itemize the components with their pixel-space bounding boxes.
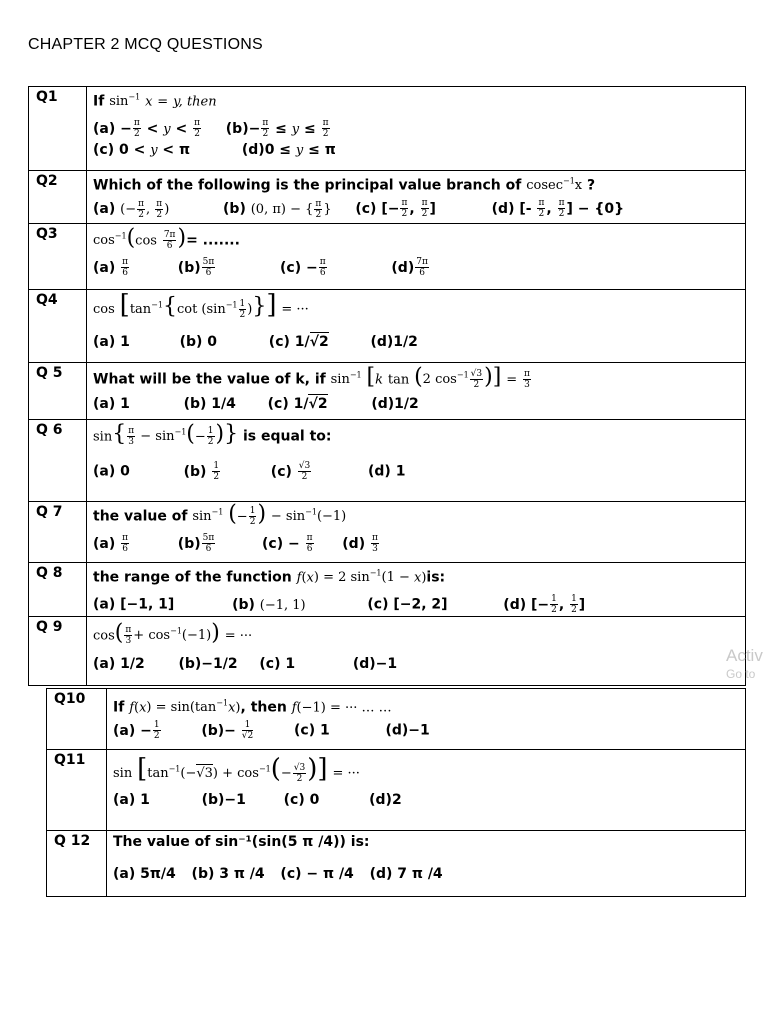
question-text: If $f(x) = \sin(\tan^{-1}x)$, then f(−1) = ··· … …: [113, 699, 392, 716]
option-b: (b) $\frac{5\pi}{6}$: [177, 533, 215, 555]
watermark-line-2: Go to: [726, 667, 756, 681]
option-a: (a) − $\frac{1}{2}$: [113, 720, 160, 742]
mcq-table-1: [28, 86, 746, 686]
option-row: [93, 654, 745, 674]
option-row: [93, 461, 745, 482]
option-d: (d) $\frac{\pi}{3}$: [342, 533, 378, 555]
question-text: $\cos [\tan^{-1}\{\cot$ ($\sin^{-1}$ $\frac{1}{2}$ )}] = ···: [93, 290, 309, 320]
question-row-q10: [47, 689, 746, 750]
question-row-q6: [29, 420, 746, 502]
question-text: $\sin [\tan^{-1}(-√3) + \cos^{-1}(-$ $\frac{√3}{2}$ )] = ···: [113, 754, 360, 784]
question-number: Q 8: [29, 563, 87, 617]
option-c: (c) − $\frac{\pi}{6}$: [262, 533, 313, 555]
option-b: (b) (−1, 1): [232, 596, 306, 613]
question-content: [87, 87, 746, 171]
question-content: [87, 224, 746, 290]
option-a: (a) (− $\frac{\pi}{2}$ , $\frac{\pi}{2}$ ): [93, 198, 170, 220]
option-row: [93, 140, 745, 161]
question-row-q3: [29, 224, 746, 290]
question-row-q9: [29, 616, 746, 685]
option-c: (c) 1/√2: [268, 334, 329, 350]
option-c: (c) 0: [283, 792, 320, 808]
option-c: (c) − $\frac{\pi}{6}$: [280, 257, 326, 279]
option-c: (c) $\frac{√3}{2}$: [270, 461, 311, 483]
option-b: (b)−1: [201, 792, 246, 808]
option-c: (c) 0 < y < π: [93, 141, 191, 158]
question-content: [87, 290, 746, 363]
option-d: (d) [− $\frac{1}{2}$ , $\frac{1}{2}$ ]: [503, 594, 586, 616]
option-a: (a) 5π/4: [113, 866, 176, 882]
question-number: Q1: [29, 87, 87, 171]
option-row: [93, 533, 745, 554]
option-row: [93, 257, 745, 278]
option-b: (b)− $\frac{1}{√2}$: [201, 720, 254, 742]
option-a: (a) [−1, 1]: [93, 596, 175, 613]
question-row-q5: [29, 363, 746, 420]
option-row: [93, 594, 745, 616]
question-number: Q3: [29, 224, 87, 290]
option-row: [113, 864, 745, 884]
question-row-q12: [47, 831, 746, 897]
option-row: [113, 790, 745, 810]
question-number: Q 5: [29, 363, 87, 420]
question-row-q1: [29, 87, 746, 171]
option-b: (b) (0, π) − { $\frac{\pi}{2}$ }: [223, 198, 332, 220]
option-d: (d) $\frac{7\pi}{6}$: [391, 257, 428, 279]
option-row: [113, 720, 745, 741]
question-text: The value of sin⁻¹(sin(5 π /4)) is:: [113, 834, 370, 850]
option-d: (d)1/2: [370, 334, 418, 350]
page-title: CHAPTER 2 MCQ QUESTIONS: [28, 36, 263, 53]
mcq-table-2: [46, 688, 746, 897]
question-text: Which of the following is the principal value branch of cosec$^{-1}$x ?: [93, 177, 596, 194]
option-d: (d)−1: [385, 722, 430, 739]
question-row-q8: [29, 563, 746, 617]
question-number: Q4: [29, 290, 87, 363]
watermark-line-1: Activ: [726, 646, 763, 665]
question-content: [107, 689, 746, 750]
option-a: (a) 1: [93, 334, 130, 350]
question-text: the value of $\sin^{-1}$ (− $\frac{1}{2}$ ) − $\sin^{-1}(-1)$: [93, 501, 347, 527]
question-text: $\cos^{-1}(\cos$ $\frac{7\pi}{6}$ )= .......: [93, 225, 240, 251]
question-content: [87, 563, 746, 617]
question-content: [87, 171, 746, 224]
question-content: [87, 363, 746, 420]
activation-watermark: [726, 646, 763, 684]
option-d: (d) [- $\frac{\pi}{2}$ , $\frac{\pi}{2}$ ] − {0}: [491, 198, 625, 220]
option-a: (a) − $\frac{\pi}{2}$ < y < $\frac{\pi}{2}$: [93, 118, 201, 140]
question-number: Q 9: [29, 616, 87, 685]
question-content: [87, 616, 746, 685]
option-c: (c) [− $\frac{\pi}{2}$ , $\frac{\pi}{2}$ ]: [355, 198, 436, 220]
question-number: Q11: [47, 750, 107, 831]
question-row-q4: [29, 290, 746, 363]
option-d: (d)2: [369, 792, 402, 808]
option-c: (c) 1: [294, 722, 330, 739]
option-d: (d)0 ≤ y ≤ π: [241, 141, 336, 158]
question-number: Q2: [29, 171, 87, 224]
option-c: (c) 1/√2: [267, 396, 328, 413]
question-content: [87, 420, 746, 502]
option-d: (d) 1: [368, 463, 406, 480]
option-d: (d)1/2: [371, 396, 419, 413]
question-content: [107, 750, 746, 831]
option-d: (d)−1: [352, 656, 398, 673]
option-b: (b) $\frac{5\pi}{6}$: [177, 257, 215, 279]
question-number: Q10: [47, 689, 107, 750]
option-row: [93, 394, 745, 414]
option-a: (a) $\frac{\pi}{6}$: [93, 533, 129, 555]
option-b: (b)− $\frac{\pi}{2}$ ≤ y ≤ $\frac{\pi}{2}$: [225, 118, 329, 140]
question-row-q11: [47, 750, 746, 831]
option-a: (a) $\frac{\pi}{6}$: [93, 257, 129, 279]
question-text: What will be the value of k, if $\sin^{-1} [k$ tan (2 $\cos^{-1}$ $\frac{√3}{2}$ )] = $\frac{\pi}{3}$: [93, 364, 530, 390]
option-b: (b) 1/4: [183, 396, 236, 413]
option-c: (c) 1: [259, 656, 296, 673]
question-text: cos( $\frac{\pi}{3}$ + $\cos^{-1}(-1)$) = ···: [93, 620, 253, 646]
option-a: (a) 1: [93, 396, 130, 413]
option-b: (b) 0: [179, 334, 218, 350]
option-row: [93, 118, 745, 140]
question-content: [107, 831, 746, 897]
option-b: (b) 3 π /4: [191, 866, 265, 882]
option-b: (b)−1/2: [178, 656, 238, 673]
option-c: (c) [−2, 2]: [367, 596, 448, 613]
option-row: [93, 332, 745, 352]
option-row: [93, 198, 745, 220]
question-row-q7: [29, 502, 746, 563]
option-c: (c) − π /4: [280, 866, 354, 882]
option-a: (a) 1: [113, 792, 150, 808]
question-content: [87, 502, 746, 563]
question-text: If $\sin^{-1} x = y$, then: [93, 93, 217, 110]
option-a: (a) 0: [93, 463, 130, 480]
question-text: sin{ $\frac{\pi}{3}$ − $\sin^{-1}(-$ $\frac{1}{2}$ )} is equal to:: [93, 421, 332, 447]
question-text: the range of the function f(x) = 2 $\sin^{-1}(1 - x)is$:: [93, 569, 446, 586]
option-d: (d) 7 π /4: [369, 866, 443, 882]
question-number: Q 6: [29, 420, 87, 502]
question-number: Q 7: [29, 502, 87, 563]
question-row-q2: [29, 171, 746, 224]
question-number: Q 12: [47, 831, 107, 897]
option-b: (b) $\frac{1}{2}$: [183, 461, 220, 483]
option-a: (a) 1/2: [93, 656, 145, 673]
